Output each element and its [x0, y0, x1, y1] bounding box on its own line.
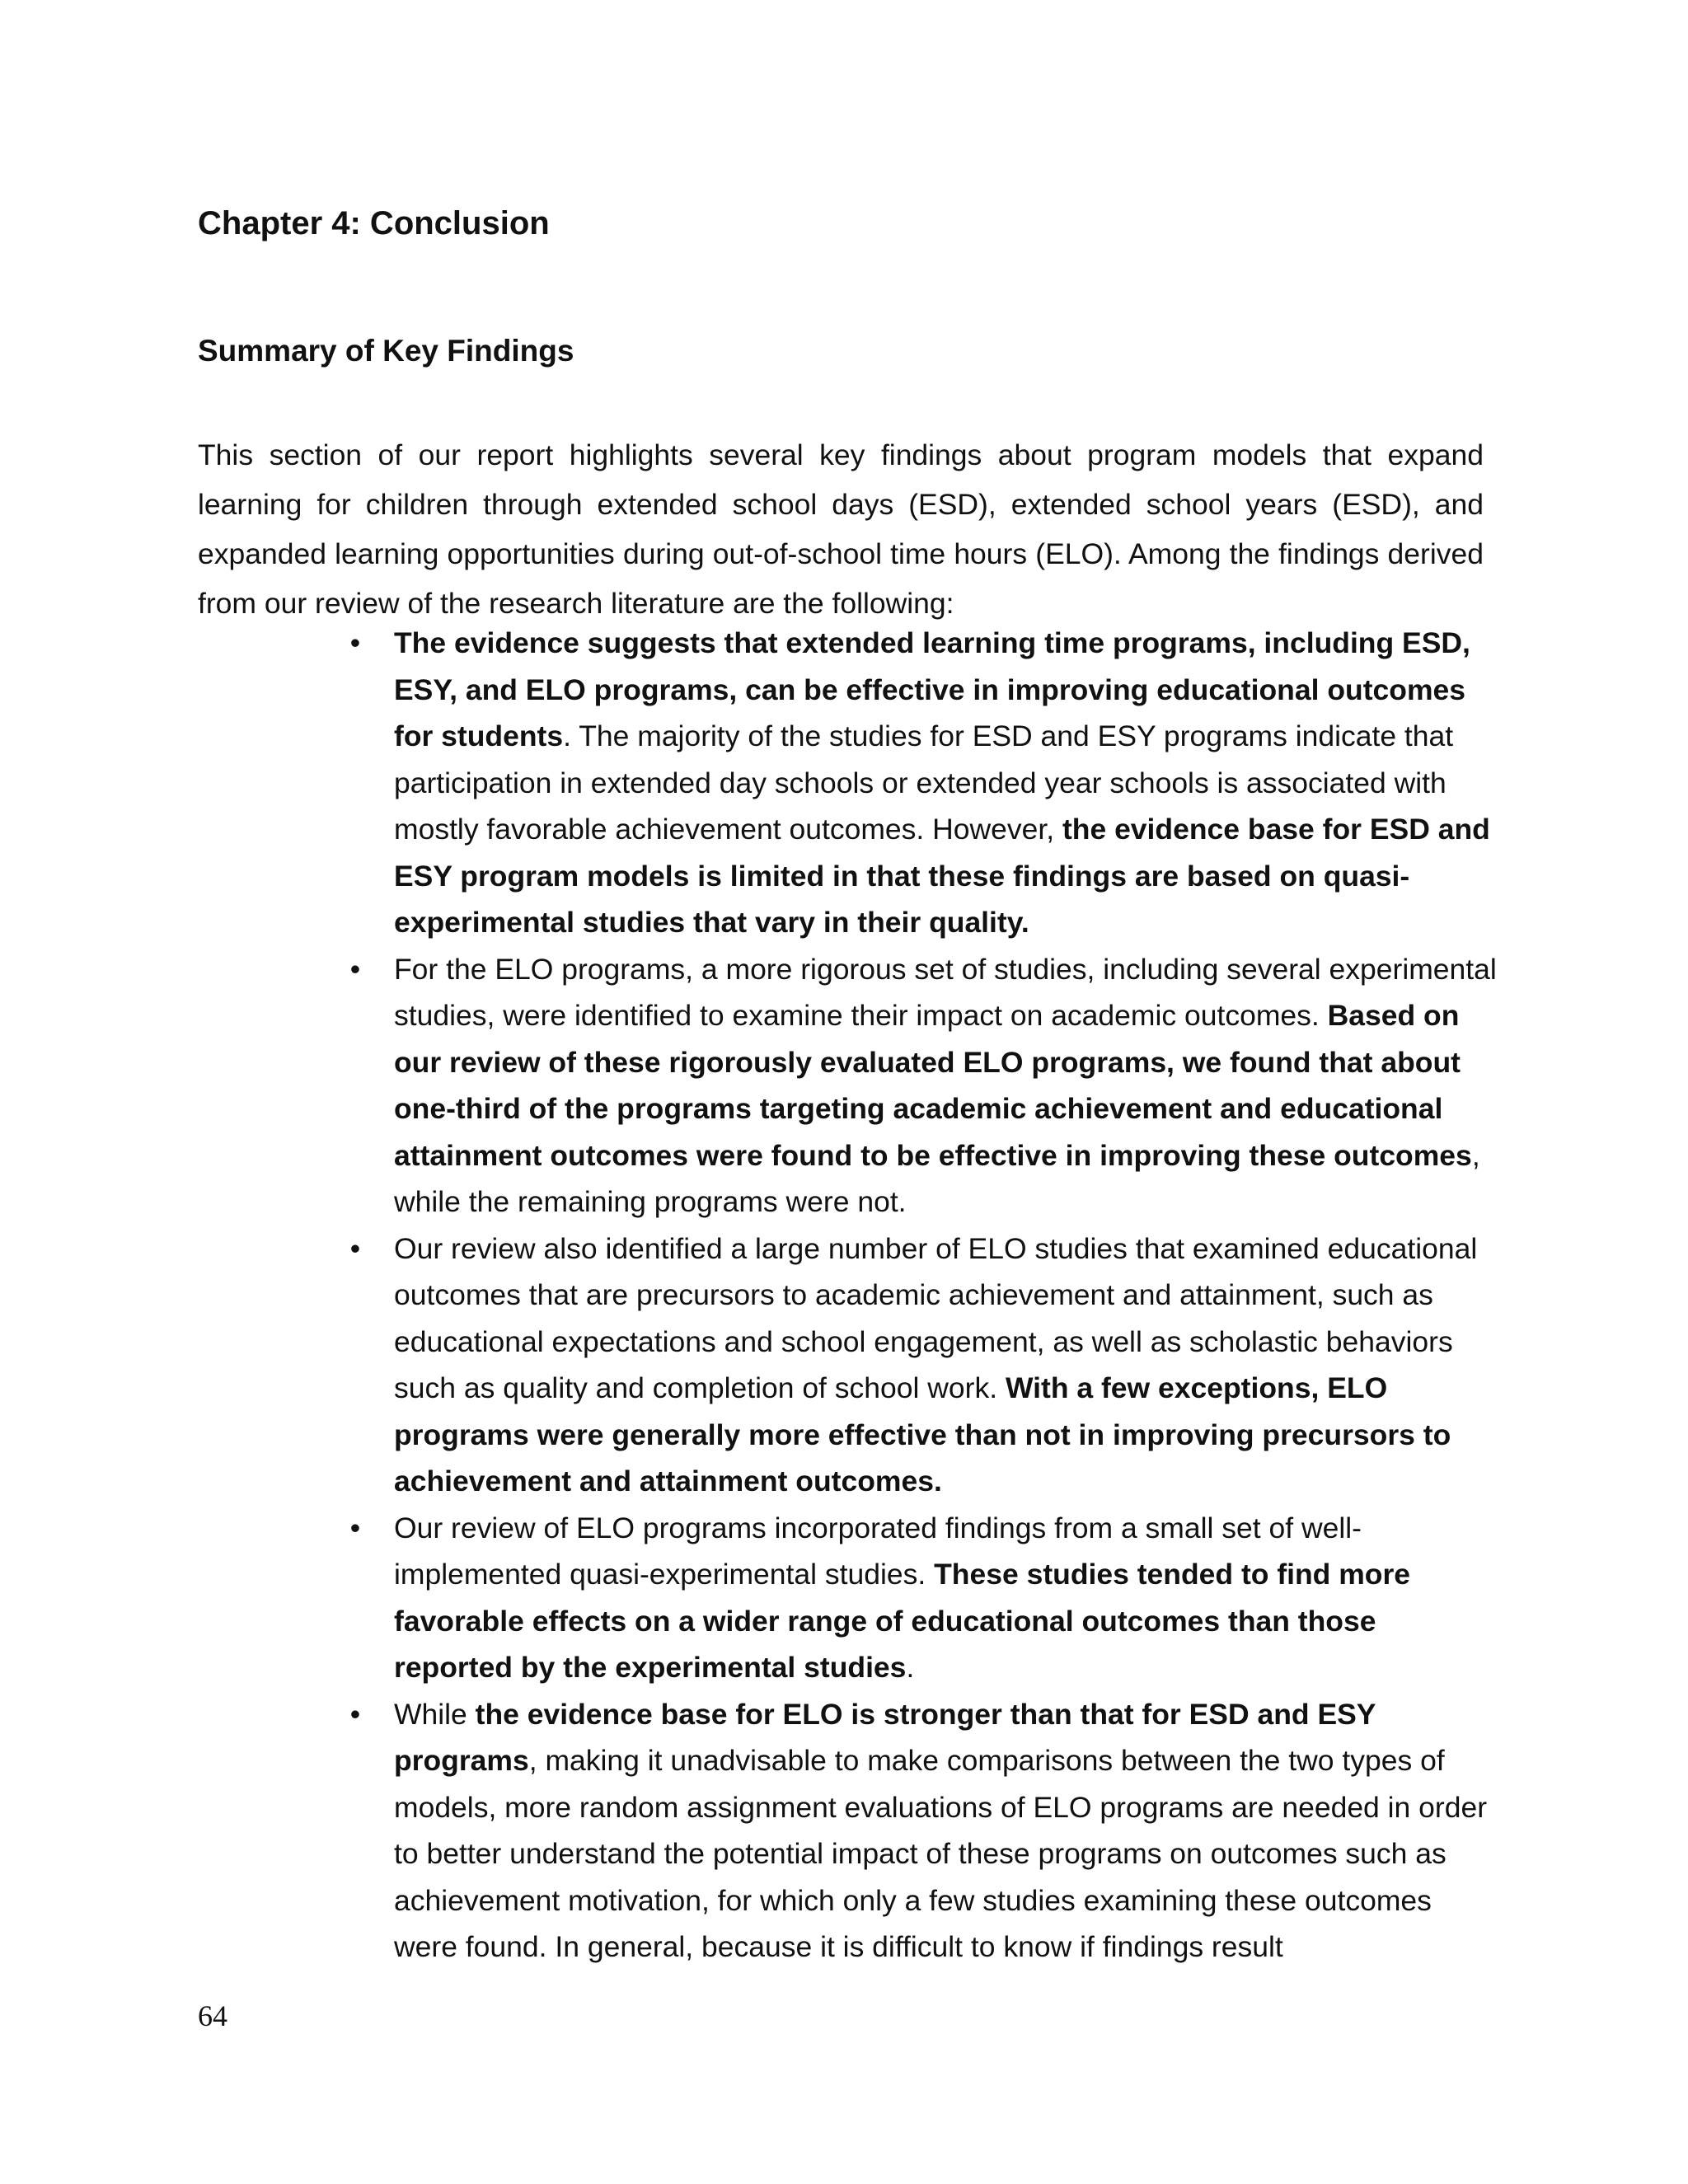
finding-text: . The majority of the studies for ESD and ESY programs indicate that participation in extended day schools or extended year schools is associated with mostly favorable achievement outcomes. However,	[394, 719, 1454, 846]
finding-text-bold: These studies tended to find more favorable effects on a wider range of educational outcomes than those reported by the experimental studies	[394, 1558, 1411, 1684]
finding-text: Our review of ELO programs incorporated findings from a small set of well-implemented quasi-experimental studies.	[394, 1511, 1362, 1591]
finding-text-bold: Based on our review of these rigorously evaluated ELO programs, we found that about one-third of the programs targeting academic achievement and educational attainment outcomes were found to be effective in improving these outcomes	[394, 999, 1472, 1172]
section-heading: Summary of Key Findings	[198, 334, 574, 368]
finding-text: Our review also identified a large number of ELO studies that examined educational outcomes that are precursors to academic achievement and attainment, such as educational expectations and school engagement, as well as scholastic behaviors such as quality and completion of school work.	[394, 1231, 1478, 1404]
finding-item-5	[349, 1691, 1503, 1971]
intro-paragraph: This section of our report highlights several key findings about program models that expand learning for children through extended school days (ESD), extended school years (ESD), and expanded learning opportunities during out-of-school time hours (ELO). Among the findings derived from our review of the research literature are the following:	[198, 438, 1484, 620]
finding-item-2	[349, 946, 1503, 1226]
finding-text-bold: the evidence base for ESD and ESY program models is limited in that these findings are based on quasi-experimental studies that vary in their quality.	[394, 813, 1490, 939]
finding-text: While	[394, 1697, 476, 1731]
finding-text-bold: With a few exceptions, ELO programs were generally more effective than not in improving precursors to achievement and attainment outcomes.	[394, 1371, 1451, 1497]
finding-text: , while the remaining programs were not.	[394, 1138, 1480, 1218]
finding-item-3	[349, 1226, 1503, 1505]
bullet-icon: •	[349, 952, 361, 986]
finding-text-bold: The evidence suggests that extended learning time programs, including ESD, ESY, and ELO programs, can be effective in improving educational outcomes for students	[394, 626, 1470, 752]
page-number: 64	[198, 1999, 227, 2032]
finding-text: , making it unadvisable to make comparisons between the two types of models, more random assignment evaluations of ELO programs are needed in order to better understand the potential impact of these programs on outcomes such as achievement motivation, for which only a few studies examining these outcomes were found. In general, because it is difficult to know if findings result	[394, 1744, 1488, 1963]
bullet-icon: •	[349, 1511, 361, 1544]
finding-text: .	[906, 1651, 915, 1684]
bullet-icon: •	[349, 1231, 361, 1265]
key-findings-list	[349, 620, 1503, 1971]
finding-item-1	[349, 620, 1503, 946]
chapter-title: Chapter 4: Conclusion	[198, 205, 550, 241]
bullet-icon: •	[349, 1697, 361, 1731]
bullet-icon: •	[349, 626, 361, 659]
finding-item-4	[349, 1505, 1503, 1691]
finding-text-bold: the evidence base for ELO is stronger than that for ESD and ESY programs	[394, 1697, 1376, 1777]
finding-text: For the ELO programs, a more rigorous set of studies, including several experimental studies, were identified to examine their impact on academic outcomes.	[394, 952, 1497, 1032]
